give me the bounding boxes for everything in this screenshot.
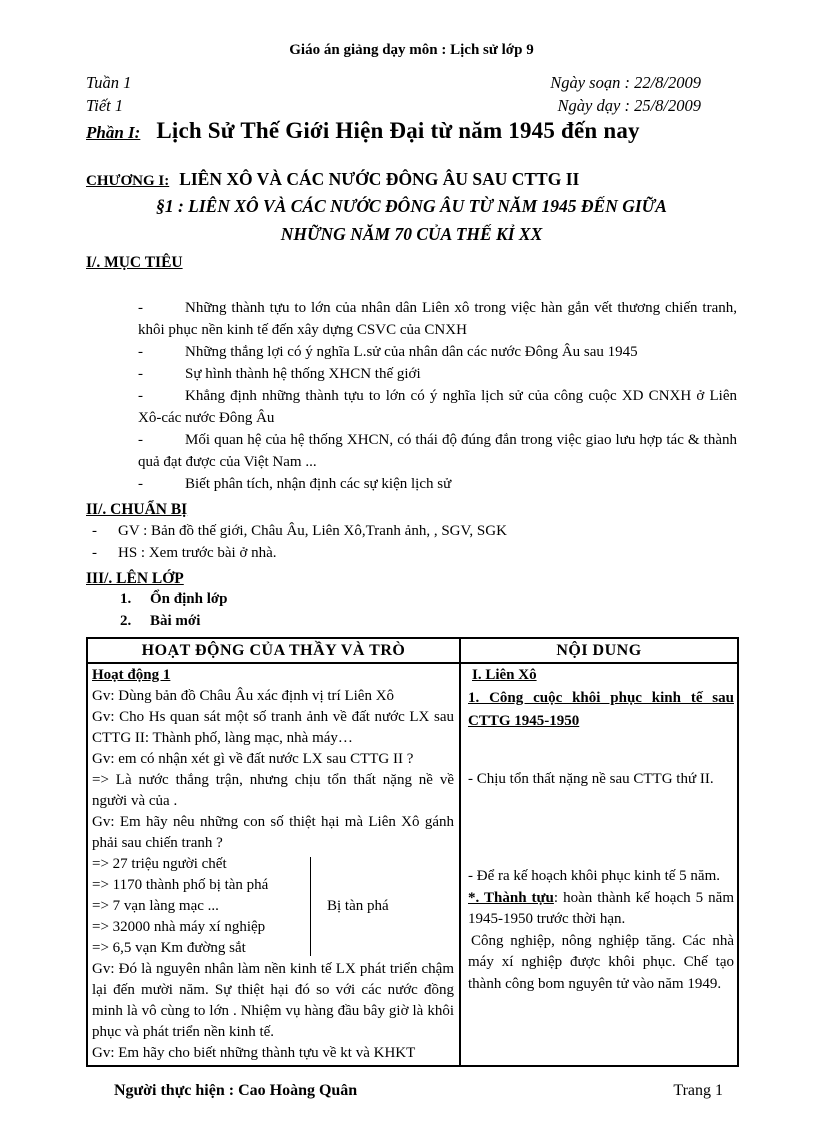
footer-page-number: Trang 1 xyxy=(673,1082,723,1099)
damage-list xyxy=(92,854,310,959)
achievement-text: : hoàn thành kế hoạch 5 năm 1945-1950 trước thời hạn. xyxy=(468,889,734,927)
content-cell xyxy=(460,663,738,1066)
content-para: Công nghiệp, nông nghiệp tăng. Các nhà máy xí nghiệp được khôi phục. Chế tạo thành công bom nguyên tử vào năm 1949. xyxy=(468,932,734,992)
damage-item: => 1170 thành phố bị tàn phá xyxy=(92,877,269,893)
date-prepared: Ngày soạn : 22/8/2009 xyxy=(550,73,701,92)
col-header-activities: HOẠT ĐỘNG CỦA THẦY VÀ TRÒ xyxy=(87,638,460,663)
objective-text: Mối quan hệ của hệ thống XHCN, có thái độ đúng đắn trong việc giao lưu hợp tác & thành quả đạt được của Việt Nam ... xyxy=(138,432,737,470)
teacher-para: Gv: Em hãy nêu những con số thiệt hại mà Liên Xô gánh phải sau chiến tranh ? xyxy=(92,814,454,851)
objectives-list xyxy=(86,297,737,495)
objective-item xyxy=(138,385,737,429)
teacher-para: Gv: Cho Hs quan sát một số tranh ảnh về đất nước LX sau CTTG II: Thành phố, làng mạc, nhà máy… xyxy=(92,709,454,746)
achievement-label: *. Thành tựu xyxy=(468,889,554,906)
step-number: 1. xyxy=(120,591,132,607)
activity-heading: Hoạt động 1 xyxy=(92,667,171,683)
col-header-content: NỘI DUNG xyxy=(460,638,738,663)
achievement-para xyxy=(468,888,734,931)
damage-item: => 32000 nhà máy xí nghiệp xyxy=(92,919,266,935)
section-heading-chuan-bi: II/. CHUẨN BỊ xyxy=(86,501,188,518)
teacher-para: Gv: Đó là nguyên nhân làm nền kinh tế LX phát triển chậm lại đến mười năm. Sự thiệt hại đó so với các nước đồng minh là vô cùng to lớn . Nhiệm vụ hàng đầu bây giờ là khôi phục và phát triển nền kinh tế. xyxy=(92,961,454,1040)
content-section-2: 1. Công cuộc khôi phục kinh tế sau CTTG 1945-1950 xyxy=(468,689,734,729)
step-label: Bài mới xyxy=(150,612,201,629)
objective-text: Sự hình thành hệ thống XHCN thế giới xyxy=(185,366,421,382)
chapter-title: LIÊN XÔ VÀ CÁC NƯỚC ĐÔNG ÂU SAU CTTG II xyxy=(179,169,580,189)
teacher-para: Gv: em có nhận xét gì về đất nước LX sau CTTG II ? xyxy=(92,751,414,767)
prep-text: GV : Bản đồ thế giới, Châu Âu, Liên Xô,Tranh ảnh, , SGV, SGK xyxy=(118,523,507,539)
damage-group xyxy=(92,854,454,959)
lesson-title-line1: §1 : LIÊN XÔ VÀ CÁC NƯỚC ĐÔNG ÂU TỪ NĂM 1945 ĐẾN GIỮA xyxy=(156,196,667,216)
footer-author: Người thực hiện : Cao Hoàng Quân xyxy=(114,1082,358,1099)
week-label: Tuần 1 xyxy=(86,73,132,92)
list-dash-marker: - xyxy=(138,344,143,360)
part-heading xyxy=(86,120,737,145)
damage-label: Bị tàn phá xyxy=(327,898,389,914)
objective-text: Biết phân tích, nhận định các sự kiện lịch sử xyxy=(185,476,452,492)
date-taught: Ngày dạy : 25/8/2009 xyxy=(557,96,701,115)
period-label: Tiết 1 xyxy=(86,96,124,115)
chapter-label: CHƯƠNG I: xyxy=(86,173,170,189)
teacher-para: => Là nước thắng trận, nhưng chịu tổn thất nặng nề về người và của . xyxy=(92,772,454,809)
damage-item: => 7 vạn làng mạc ... xyxy=(92,898,219,914)
part-title: Lịch Sử Thế Giới Hiện Đại từ năm 1945 đến nay xyxy=(156,118,640,143)
objective-item xyxy=(138,429,737,473)
document-title: Giáo án giảng dạy môn : Lịch sử lớp 9 xyxy=(289,42,534,58)
content-section-1: I. Liên Xô xyxy=(472,667,537,683)
chapter-heading xyxy=(86,169,737,192)
activities-cell xyxy=(87,663,460,1066)
list-dash-marker: - xyxy=(92,523,97,539)
list-dash-marker: - xyxy=(138,432,143,448)
lesson-table xyxy=(86,637,739,1067)
damage-item: => 27 triệu người chết xyxy=(92,856,227,872)
list-dash-marker: - xyxy=(138,476,143,492)
prep-item xyxy=(92,520,737,542)
table-body-row xyxy=(87,663,738,1066)
meta-row-2 xyxy=(86,94,737,117)
list-dash-marker: - xyxy=(138,388,143,404)
meta-row-1 xyxy=(86,71,737,94)
list-dash-marker: - xyxy=(92,545,97,561)
lesson-title-line2: NHỮNG NĂM 70 CỦA THẾ KỈ XX xyxy=(280,224,543,244)
objective-text: Những thành tựu to lớn của nhân dân Liên xô trong việc hàn gắn vết thương chiến tranh, khôi phục nền kinh tế đến xây dựng CSVC của CNXH xyxy=(138,300,737,338)
objective-item xyxy=(138,341,737,363)
objective-text: Những thắng lợi có ý nghĩa L.sử của nhân dân các nước Đông Âu sau 1945 xyxy=(185,344,638,360)
page-footer xyxy=(86,1080,737,1101)
objective-item xyxy=(138,297,737,341)
step-item xyxy=(120,589,737,611)
content-para: - Chịu tổn thất nặng nề sau CTTG thứ II. xyxy=(468,770,714,787)
damage-item: => 6,5 vạn Km đường sắt xyxy=(92,940,246,956)
section-heading-len-lop: III/. LÊN LỚP xyxy=(86,570,184,587)
list-dash-marker: - xyxy=(138,366,143,382)
step-number: 2. xyxy=(120,612,132,629)
teacher-para: Gv: Em hãy cho biết những thành tựu về kt và KHKT xyxy=(92,1045,416,1061)
list-dash-marker: - xyxy=(138,300,143,316)
prep-item xyxy=(92,542,737,564)
prep-text: HS : Xem trước bài ở nhà. xyxy=(118,545,277,561)
part-label: Phần I: xyxy=(86,123,141,142)
objective-item xyxy=(138,363,737,385)
step-label: Ổn định lớp xyxy=(150,591,228,607)
step-item xyxy=(120,611,737,633)
teacher-para: Gv: Dùng bản đồ Châu Âu xác định vị trí Liên Xô xyxy=(92,688,395,704)
content-para: - Để ra kế hoạch khôi phục kinh tế 5 năm. xyxy=(468,868,721,884)
objective-item xyxy=(138,473,737,495)
table-header-row xyxy=(87,638,738,663)
objective-text: Khẳng định những thành tựu to lớn có ý nghĩa lịch sử của công cuộc XD CNXH ở Liên Xô-các nước Đông Âu xyxy=(138,388,737,426)
section-heading-muc-tieu: I/. MỤC TIÊU xyxy=(86,254,183,271)
